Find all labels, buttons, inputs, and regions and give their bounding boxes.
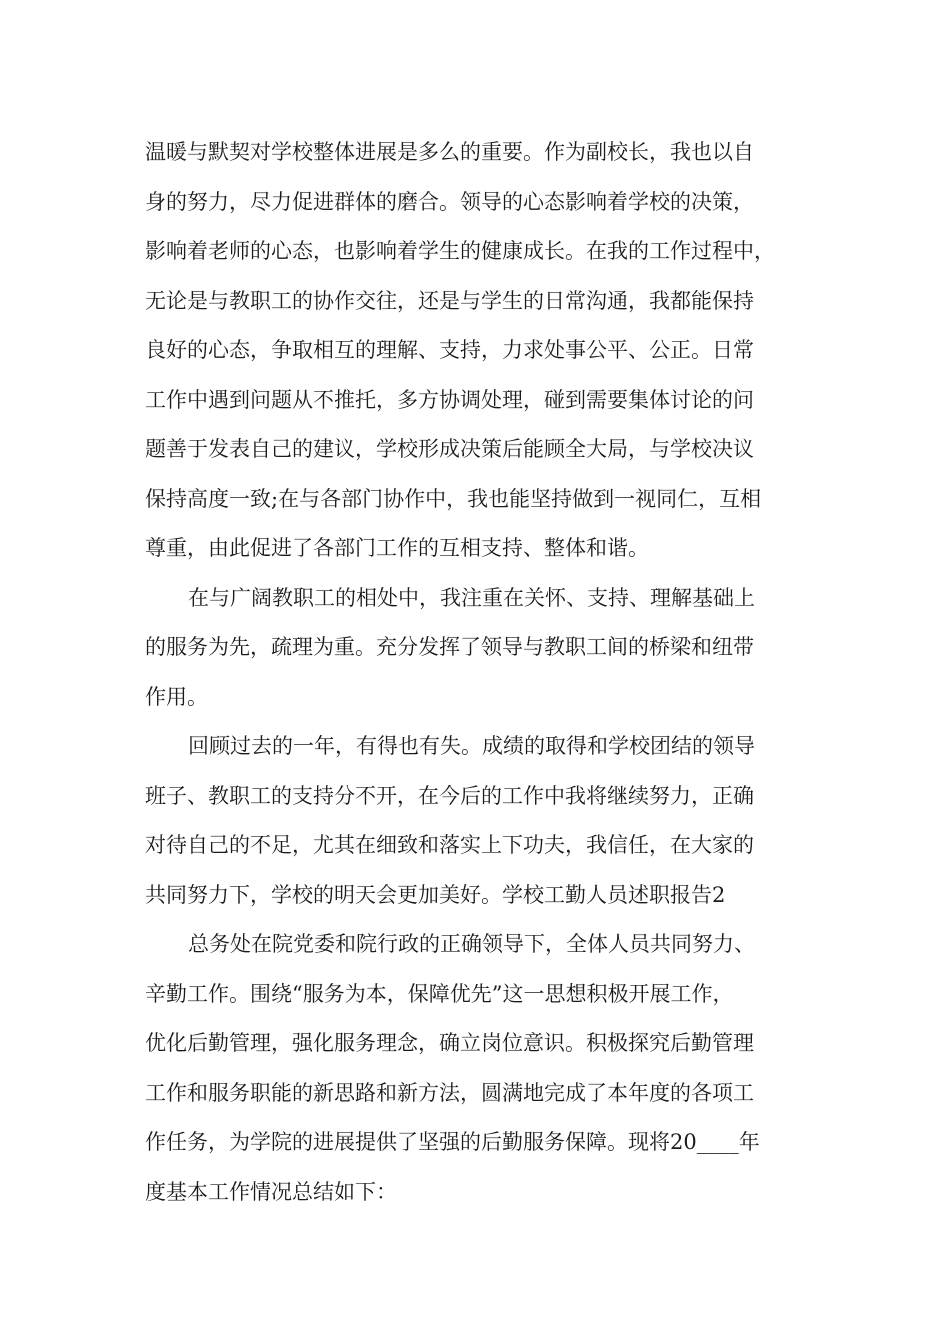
text-line: 作任务，为学院的进展提供了坚强的后勤服务保障。现将20____年	[145, 1130, 760, 1154]
text-line: 尊重，由此促进了各部门工作的互相支持、整体和谐。	[145, 536, 649, 560]
text-line: 影响着老师的心态，也影响着学生的健康成长。在我的工作过程中，	[145, 239, 775, 263]
text-line: 的服务为先，疏理为重。充分发挥了领导与教职工间的桥梁和纽带	[145, 635, 754, 659]
text-line: 工作中遇到问题从不推托，多方协调处理，碰到需要集体讨论的问	[145, 387, 754, 412]
paragraph-start-line: 在与广阔教职工的相处中，我注重在关怀、支持、理解基础上	[188, 585, 755, 610]
text-line: 作用。	[145, 684, 208, 709]
text-line: 共同努力下，学校的明天会更加美好。学校工勤人员述职报告2	[145, 882, 726, 907]
paragraph-start-line: 总务处在院党委和院行政的正确领导下，全体人员共同努力、	[188, 932, 755, 956]
text-line: 工作和服务职能的新思路和新方法，圆满地完成了本年度的各项工	[145, 1080, 754, 1105]
text-line: 无论是与教职工的协作交往，还是与学生的日常沟通，我都能保持	[145, 288, 754, 313]
text-line: 辛勤工作。围绕“服务为本，保障优先”这一思想积极开展工作，	[145, 981, 734, 1006]
text-line: 温暖与默契对学校整体进展是多么的重要。作为副校长，我也以自	[145, 140, 754, 164]
text-line: 优化后勤管理，强化服务理念，确立岗位意识。积极探究后勤管理	[145, 1031, 754, 1055]
text-line: 良好的心态，争取相互的理解、支持，力求处事公平、公正。日常	[145, 338, 754, 362]
text-line: 保持高度一致;在与各部门协作中，我也能坚持做到一视同仁，互相	[145, 486, 762, 511]
document-body	[145, 128, 835, 1217]
text-line: 身的努力，尽力促进群体的磨合。领导的心态影响着学校的决策，	[145, 189, 754, 214]
text-line: 对待自己的不足，尤其在细致和落实上下功夫，我信任，在大家的	[145, 833, 754, 857]
paragraph-start-line: 回顾过去的一年，有得也有失。成绩的取得和学校团结的领导	[188, 734, 755, 758]
text-line: 度基本工作情况总结如下：	[145, 1179, 397, 1204]
text-line: 班子、教职工的支持分不开，在今后的工作中我将继续努力，正确	[145, 783, 754, 808]
text-line: 题善于发表自己的建议，学校形成决策后能顾全大局，与学校决议	[145, 437, 754, 461]
